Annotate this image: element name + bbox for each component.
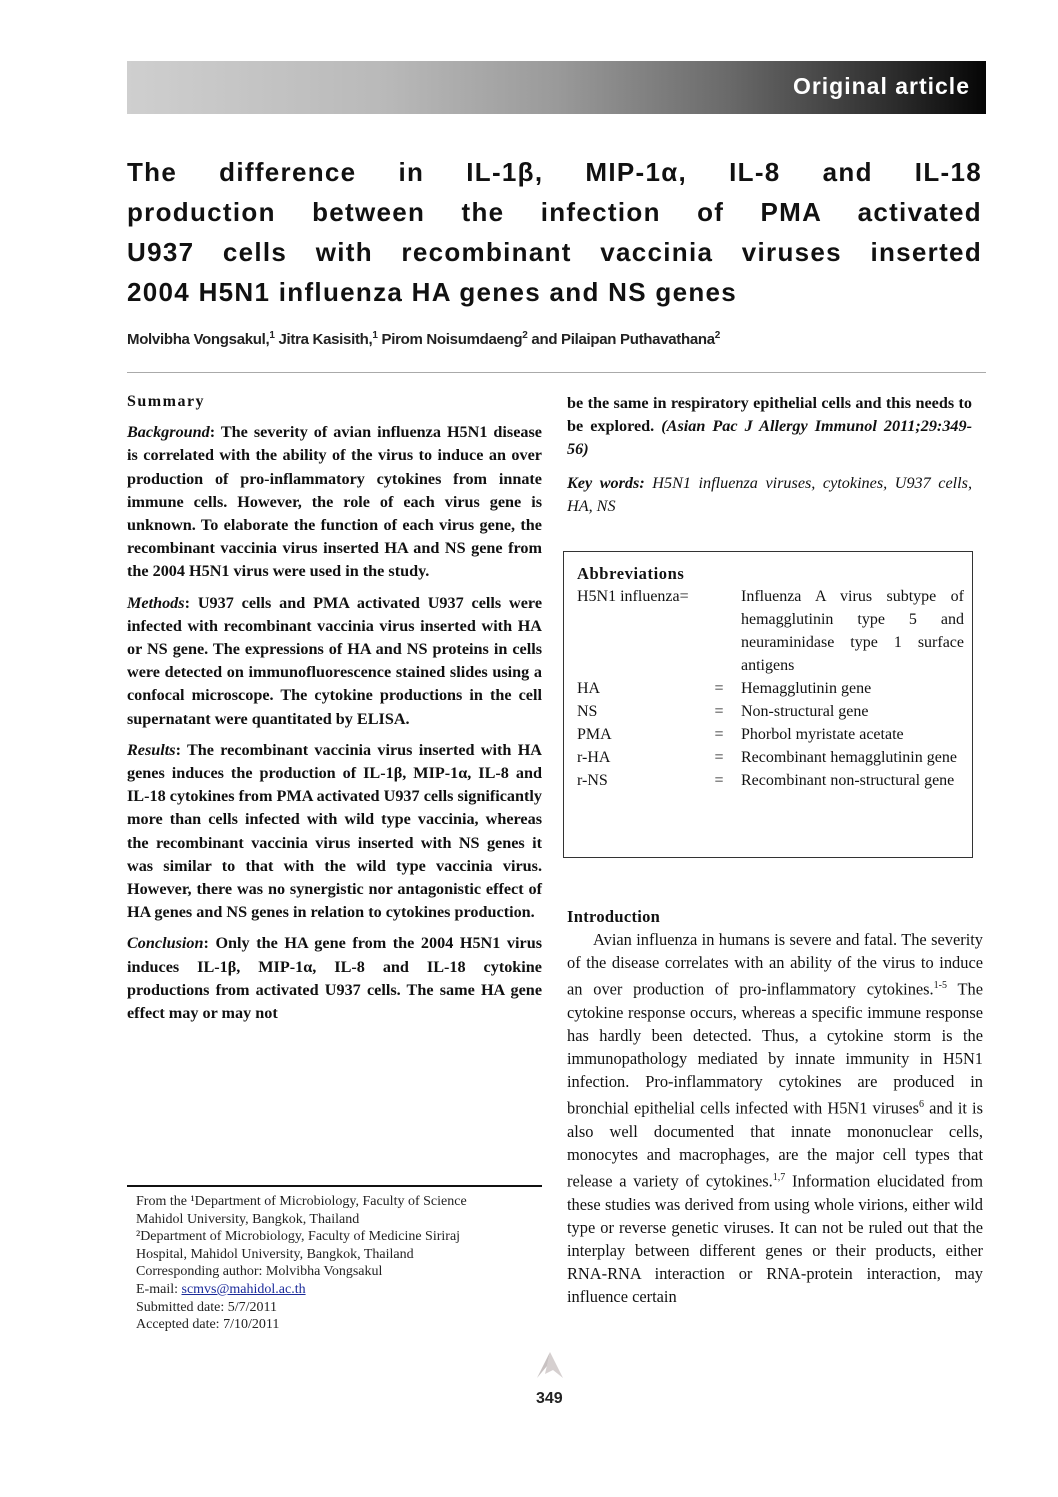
title-line: 2004 H5N1 influenza HA genes and NS genes <box>127 277 738 307</box>
citation-sup: 1-5 <box>933 980 948 992</box>
conclusion-continuation <box>567 392 972 462</box>
author-name: Pirom Noisumdaeng <box>377 331 523 348</box>
citation-sup: 6 <box>918 1099 924 1111</box>
conclusion-text: : Only the HA gene from the 2004 H5N1 virus induces IL-1β, MIP-1α, IL-8 and IL-18 cytokine productions from activated U937 cells. The same HA gene effect may or may not <box>127 934 542 1023</box>
footnote-divider <box>127 1185 542 1187</box>
summary-section <box>127 390 542 1033</box>
abbreviation-row <box>577 769 964 792</box>
affiliation-sup: 1 <box>372 330 378 341</box>
footnote-line: Hospital, Mahidol University, Bangkok, Thailand <box>136 1246 414 1262</box>
abbreviation-definition: Non-structural gene <box>741 703 869 720</box>
intro-text: The cytokine response occurs, whereas a specific immune response has hardly been detected. Thus, a cytokine storm is the immunopathology mediated by innate immunity in H5N1 infection. Pro-inflammatory cytokines are produced in bronchial epithelial cells infected with H5N1 viruses <box>567 979 983 1118</box>
abbreviation-equals: = <box>714 703 724 720</box>
affiliation-sup: 1 <box>269 330 275 341</box>
accepted-date: Accepted date: 7/10/2011 <box>136 1317 280 1333</box>
citation-sup: 1,7 <box>772 1171 786 1183</box>
affiliation-footnote <box>136 1193 546 1334</box>
conclusion-cont-text: be the same in respiratory epithelial cells and this needs to be explored. <box>567 394 972 436</box>
title-line: production between the infection of PMA activated <box>127 197 982 227</box>
abbreviation-term: NS <box>577 703 598 720</box>
abbreviation-term: HA <box>577 680 601 697</box>
author-name: and Pilaipan Puthavathana <box>527 331 715 348</box>
results-label: Results <box>127 740 176 759</box>
introduction-section <box>567 905 983 1308</box>
abbreviation-definition: Hemagglutinin gene <box>741 680 872 697</box>
summary-methods <box>127 592 542 731</box>
conclusion-label: Conclusion <box>127 934 204 953</box>
article-type-banner <box>127 61 986 114</box>
abbreviation-definition: Recombinant hemagglutinin gene <box>741 749 957 766</box>
article-type-label: Original article <box>792 73 970 99</box>
footnote-line: ²Department of Microbiology, Faculty of Medicine Siriraj <box>136 1229 461 1245</box>
abbreviation-equals: = <box>714 680 724 697</box>
summary-continuation <box>567 392 972 526</box>
abbreviations-box <box>563 551 973 858</box>
abbreviations-title: Abbreviations <box>577 564 685 583</box>
email-link[interactable]: scmvs@mahidol.ac.th <box>181 1281 306 1297</box>
footnote-line: Corresponding author: Molvibha Vongsakul <box>136 1264 383 1280</box>
author-name: Molvibha Vongsakul, <box>127 331 270 348</box>
summary-results <box>127 739 542 925</box>
methods-text: : U937 cells and PMA activated U937 cells were infected with recombinant vaccinia virus inserted with HA or NS gene. The expressions of HA and NS proteins in cells were detected on immunofluorescence stained slides using a confocal microscope. The cytokine productions in the cell supernatant were quantitated by ELISA. <box>127 593 542 728</box>
citation: (Asian Pac J Allergy Immunol 2011;29:349-56) <box>567 417 972 459</box>
summary-conclusion <box>127 932 542 1025</box>
summary-background <box>127 421 542 583</box>
article-title <box>127 152 982 312</box>
summary-heading: Summary <box>127 393 206 410</box>
abbreviation-definition: Influenza A virus subtype of hemagglutinin type 5 and neuraminidase type 1 surface antigens <box>741 588 964 674</box>
submitted-date: Submitted date: 5/7/2011 <box>136 1299 278 1315</box>
footnote-line: Mahidol University, Bangkok, Thailand <box>136 1211 360 1227</box>
abbreviation-row <box>577 700 964 723</box>
abbreviation-equals: = <box>714 749 724 766</box>
author-list <box>127 330 720 348</box>
keywords <box>567 472 972 518</box>
title-line: The difference in IL-1β, MIP-1α, IL-8 and IL-18 <box>127 157 982 187</box>
introduction-heading: Introduction <box>567 907 661 926</box>
abbreviation-equals: = <box>714 726 724 743</box>
abbreviation-definition: Recombinant non-structural gene <box>741 772 955 789</box>
journal-logo-icon <box>533 1350 567 1382</box>
header-divider <box>127 372 986 373</box>
keywords-text: H5N1 influenza viruses, cytokines, U937 cells, HA, NS <box>567 473 973 515</box>
page-number: 349 <box>536 1390 563 1407</box>
results-text: : The recombinant vaccinia virus inserted with HA genes induces the production of IL-1β, MIP-1α, IL-8 and IL-18 cytokines from PMA activated U937 cells significantly more than cells infected with wild type vaccinia, whereas the recombinant vaccinia virus inserted with NS genes it was similar to that with the wild type vaccinia virus. However, there was no synergistic nor antagonistic effect of HA genes and NS genes in relation to cytokines production. <box>127 740 542 922</box>
affiliation-sup: 2 <box>522 330 528 341</box>
email-line <box>136 1281 546 1299</box>
methods-label: Methods <box>127 593 185 612</box>
intro-text: Avian influenza in humans is severe and fatal. The severity of the disease correlates with an ability of the virus to induce an over production of pro-inflammatory cytokines. <box>567 930 983 999</box>
email-label: E-mail: <box>136 1281 182 1297</box>
background-text: : The severity of avian influenza H5N1 disease is correlated with the ability of the virus to induce an over production of pro-inflammatory cytokines from innate immune cells. However, the role of each virus gene is unknown. To elaborate the function of each virus gene, the recombinant vaccinia virus inserted HA and NS gene from the 2004 H5N1 virus were used in the study. <box>127 423 542 581</box>
abbreviation-row <box>577 723 964 746</box>
abbreviation-equals: = <box>714 772 724 789</box>
author-name: Jitra Kasisith, <box>274 331 373 348</box>
introduction-paragraph <box>567 928 983 1308</box>
abbreviation-term: r-HA <box>577 749 611 766</box>
intro-text: and it is also well documented that innate mononuclear cells, monocytes and macrophages, are the major cell types that release a variety of cytokines. <box>567 1098 983 1191</box>
abbreviation-definition: Phorbol myristate acetate <box>741 726 904 743</box>
footnote-line: From the ¹Department of Microbiology, Faculty of Science <box>136 1194 467 1209</box>
affiliation-sup: 2 <box>714 330 721 341</box>
abbreviation-term: r-NS <box>577 772 608 789</box>
intro-text: Information elucidated from these studies was derived from using whole virions, either wild type or reverse genetic viruses. It can not be ruled out that the interplay between different genes or their products, either RNA-RNA interaction or RNA-protein interaction, may influence certain <box>567 1171 984 1306</box>
abbreviation-term: PMA <box>577 726 612 743</box>
background-label: Background <box>127 423 210 442</box>
abbreviation-row <box>577 746 964 769</box>
abbreviation-term: H5N1 influenza= <box>577 588 689 605</box>
abbreviation-row <box>577 585 964 677</box>
title-line: U937 cells with recombinant vaccinia viruses inserted <box>127 237 982 267</box>
keywords-label: Key words: <box>567 473 645 492</box>
abbreviation-row <box>577 677 964 700</box>
